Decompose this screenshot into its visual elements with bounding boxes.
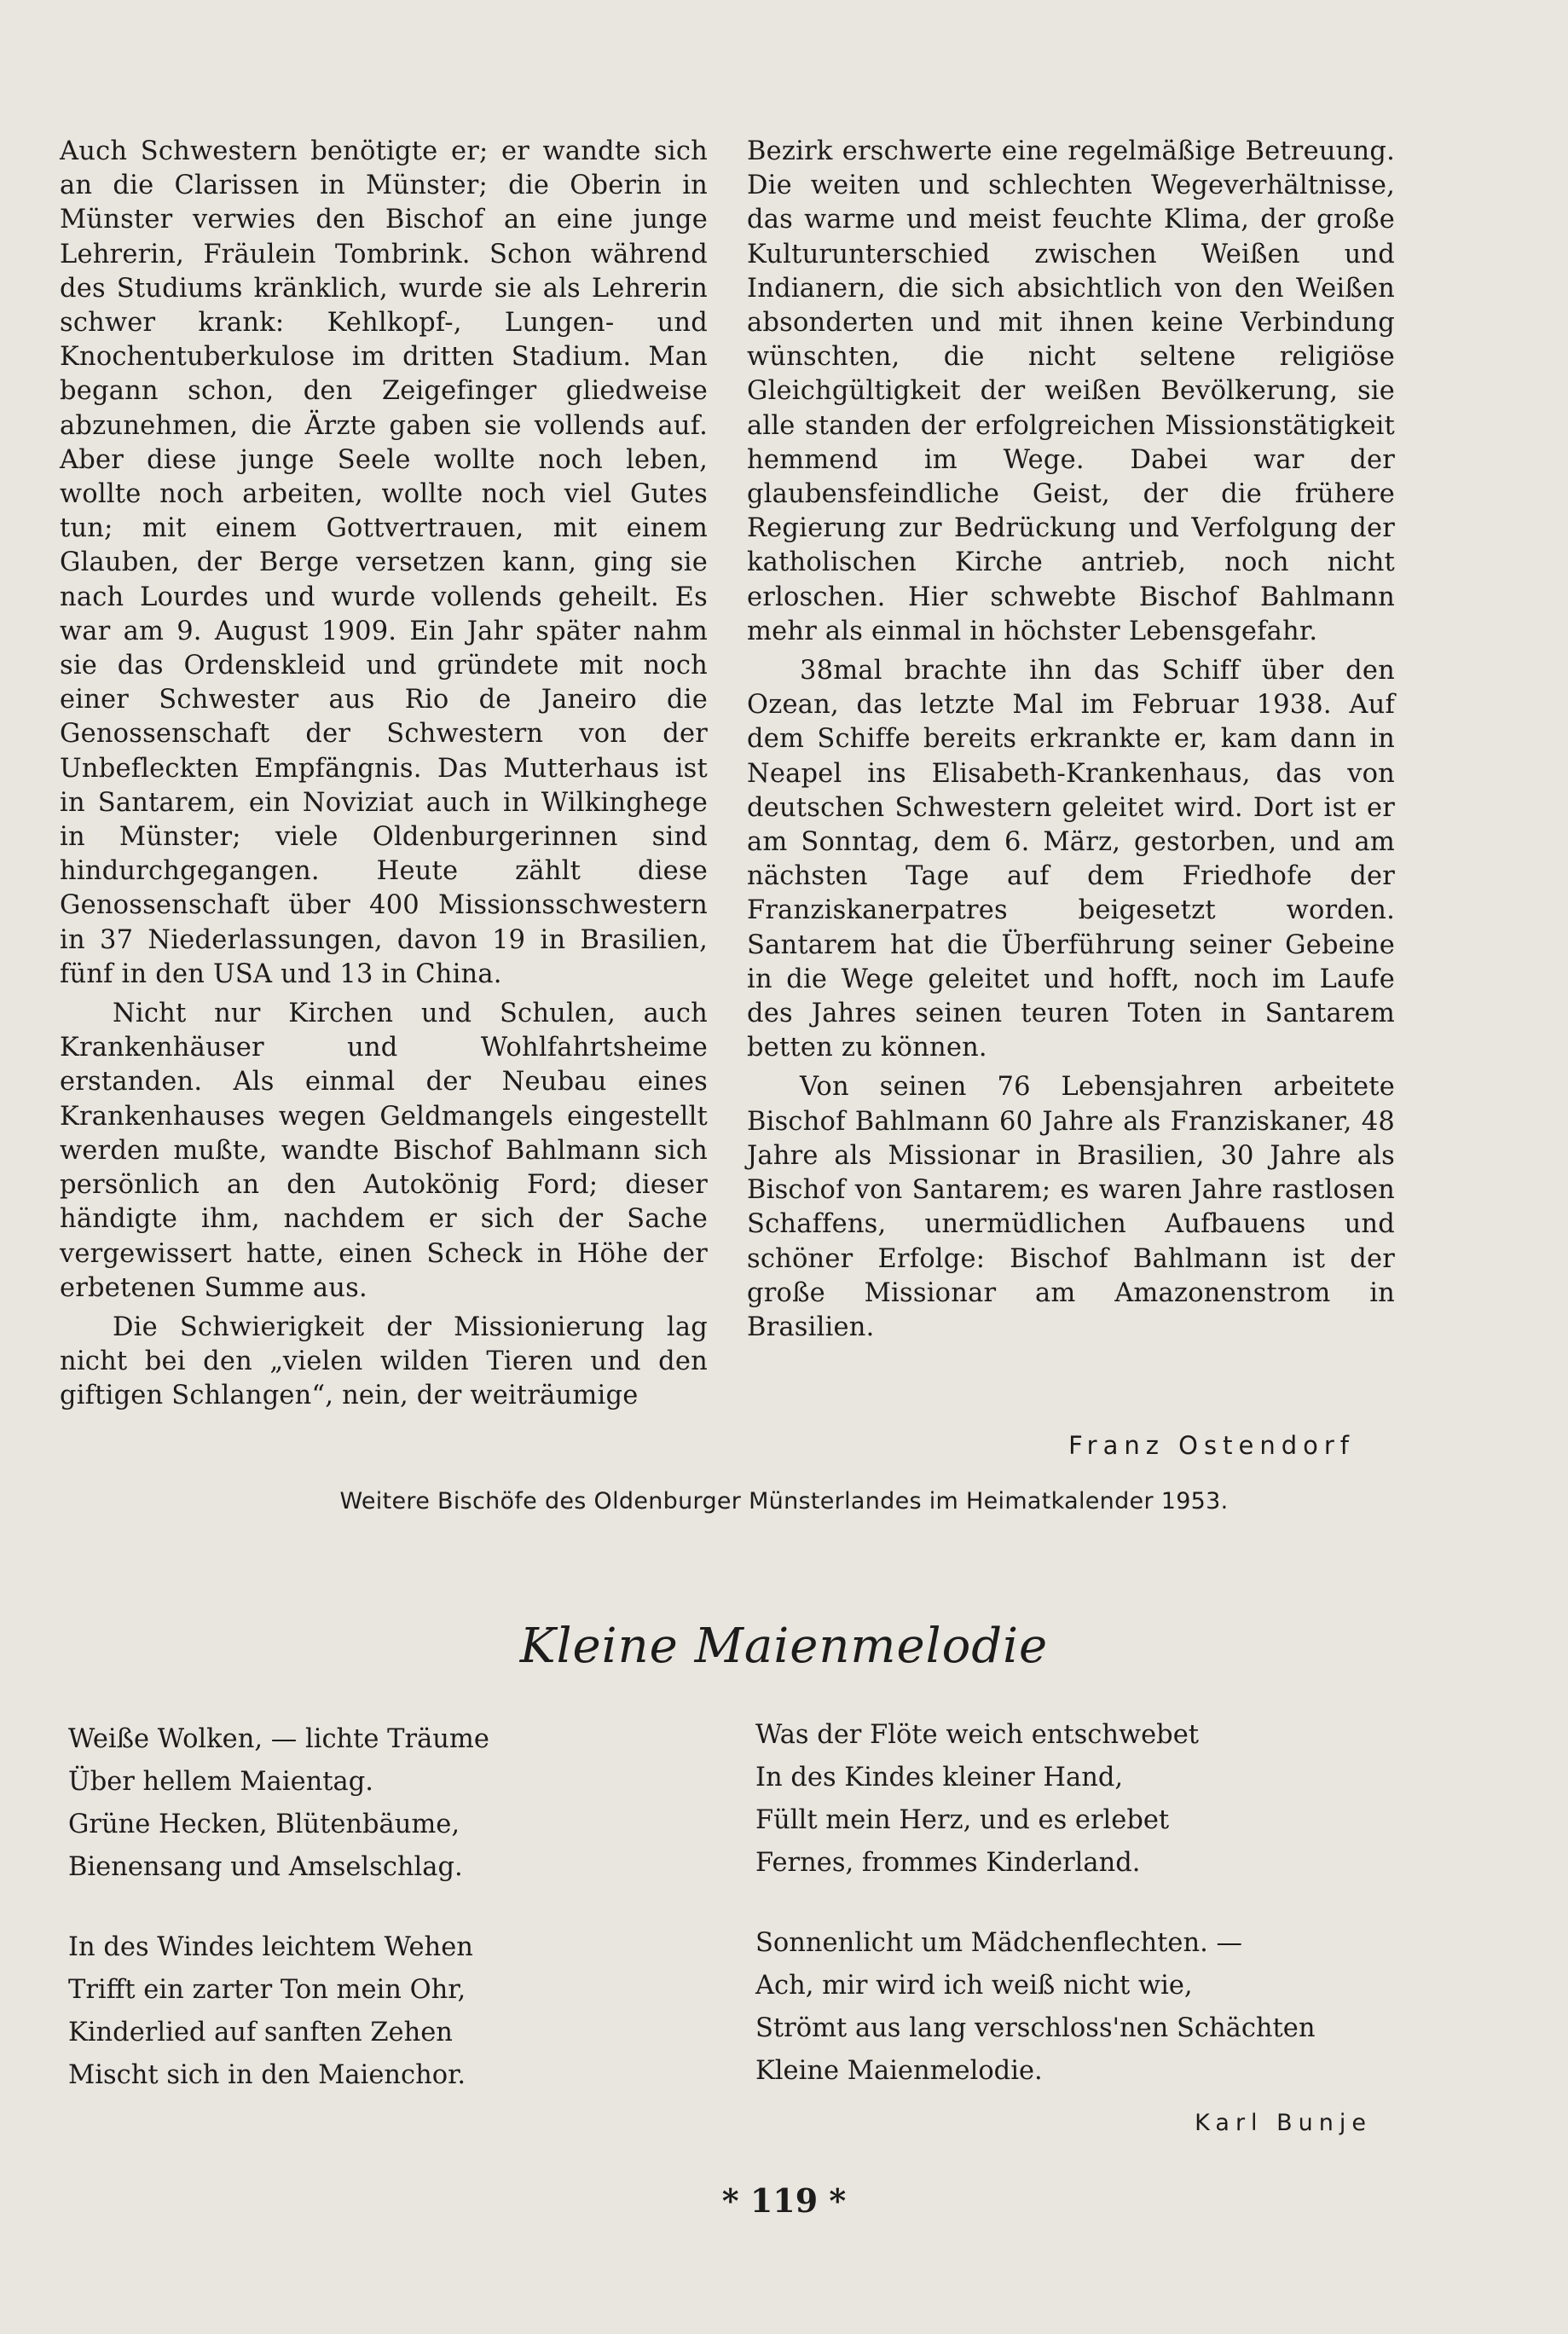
poem-line: In des Kindes kleiner Hand, <box>755 1763 1124 1792</box>
article-paragraph: Die Schwierigkeit der Missionierung lag nicht bei den „vielen wilden Tieren und den giftigen Schlangen“, nein, der weiträumige <box>60 1312 708 1411</box>
poem-line: Kleine Maienmelodie. <box>755 2056 1043 2086</box>
poem-line: Mischt sich in den Maienchor. <box>68 2060 466 2090</box>
poem-line: Strömt aus lang verschloss'nen Schächten <box>755 2013 1316 2043</box>
poem-line: Sonnenlicht um Mädchenflechten. — <box>755 1928 1242 1958</box>
poem-author: Karl Bunje <box>1195 2110 1372 2136</box>
poem-line: Füllt mein Herz, und es erlebet <box>755 1805 1170 1835</box>
poem-right-column <box>755 1714 1316 2093</box>
poem-stanza <box>755 1922 1316 2093</box>
article-author: Franz Ostendorf <box>1068 1431 1355 1460</box>
poem-stanza <box>755 1714 1316 1885</box>
article-paragraph: Auch Schwestern benötigte er; er wandte sich an die Clarissen in Münster; die Oberin in Münster verwies den Bischof an eine junge Lehrerin, Fräulein Tombrink. Schon während des Studiums kränklich, wurde sie als Lehrerin schwer krank: Kehlkopf-, Lungen- und Knochentuberkulose im dritten Stadium. Man begann schon, den Zeigefinger gliedweise abzunehmen, die Ärzte gaben sie vollends auf. Aber diese junge Seele wollte noch leben, wollte noch arbeiten, wollte noch viel Gutes tun; mit einem Gottvertrauen, mit einem Glauben, der Berge versetzen kann, ging sie nach Lourdes und wurde vollends geheilt. Es war am 9. August 1909. Ein Jahr später nahm sie das Ordenskleid und gründete mit noch einer Schwester aus Rio de Janeiro die Genossenschaft der Schwestern von der Unbefleckten Empfängnis. Das Mutterhaus ist in Santarem, ein Noviziat auch in Wilkinghege in Münster; viele Oldenburgerinnen sind hindurchgegangen. Heute zählt diese Genossenschaft über 400 Missionsschwestern in 37 Niederlassungen, davon 19 in Brasilien, fünf in den USA und 13 in China. <box>60 136 708 989</box>
poem-line: Fernes, frommes Kinderland. <box>755 1848 1141 1878</box>
cross-reference-note: Weitere Bischöfe des Oldenburger Münsterlandes im Heimatkalender 1953. <box>339 1488 1229 1514</box>
poem-left-column <box>68 1718 489 2097</box>
poem-line: Trifft ein zarter Ton mein Ohr, <box>68 1975 466 2005</box>
article-right-column <box>747 135 1395 1345</box>
article-paragraph: Von seinen 76 Lebensjahren arbeitete Bischof Bahlmann 60 Jahre als Franziskaner, 48 Jahre als Missionar in Brasilien, 30 Jahre als Bischof von Santarem; es waren Jahre rastlosen Schaffens, unermüdlichen Aufbauens und schöner Erfolge: Bischof Bahlmann ist der große Missionar am Amazonenstrom in Brasilien. <box>747 1072 1395 1342</box>
page-number: * 119 * <box>721 2181 847 2220</box>
poem-line: Bienensang und Amselschlag. <box>68 1852 463 1882</box>
poem-line: Kinderlied auf sanften Zehen <box>68 2018 453 2047</box>
poem-line: Über hellem Maientag. <box>68 1767 373 1797</box>
poem-line: Ach, mir wird ich weiß nicht wie, <box>755 1971 1193 2001</box>
poem-line: Was der Flöte weich entschwebet <box>755 1720 1200 1750</box>
poem-line: In des Windes leichtem Wehen <box>68 1932 473 1962</box>
poem-stanza <box>68 1718 489 1889</box>
poem-line: Weiße Wolken, — lichte Träume <box>68 1724 489 1754</box>
article-paragraph: Nicht nur Kirchen und Schulen, auch Krankenhäuser und Wohlfahrtsheime erstanden. Als einmal der Neubau eines Krankenhauses wegen Geldmangels eingestellt werden mußte, wandte Bischof Bahlmann sich persönlich an den Autokönig Ford; dieser händigte ihm, nachdem er sich der Sache vergewissert hatte, einen Scheck in Höhe der erbetenen Summe aus. <box>60 999 708 1303</box>
poem-stanza <box>68 1926 489 2097</box>
article-paragraph: 38mal brachte ihn das Schiff über den Ozean, das letzte Mal im Februar 1938. Auf dem Schiffe bereits erkrankte er, kam dann in Neapel ins Elisabeth-Krankenhaus, das von deutschen Schwestern geleitet wird. Dort ist er am Sonntag, dem 6. März, gestorben, und am nächsten Tage auf dem Friedhofe der Franziskanerpatres beigesetzt worden. Santarem hat die Überführung seiner Gebeine in die Wege geleitet und hofft, noch im Laufe des Jahres seinen teuren Toten in Santarem betten zu können. <box>747 656 1395 1063</box>
poem-line: Grüne Hecken, Blütenbäume, <box>68 1810 460 1839</box>
poem-title: Kleine Maienmelodie <box>519 1619 1049 1674</box>
article-paragraph: Bezirk erschwerte eine regelmäßige Betreuung. Die weiten und schlechten Wegeverhältnisse, das warme und meist feuchte Klima, der große Kulturunterschied zwischen Weißen und Indianern, die sich absichtlich von den Weißen absonderten und mit ihnen keine Verbindung wünschten, die nicht seltene religiöse Gleichgültigkeit der weißen Bevölkerung, sie alle standen der erfolgreichen Missionstätigkeit hemmend im Wege. Dabei war der glaubensfeindliche Geist, der die frühere Regierung zur Bedrückung und Verfolgung der katholischen Kirche antrieb, noch nicht erloschen. Hier schwebte Bischof Bahlmann mehr als einmal in höchster Lebensgefahr. <box>747 136 1395 646</box>
article-left-column <box>60 135 708 1414</box>
